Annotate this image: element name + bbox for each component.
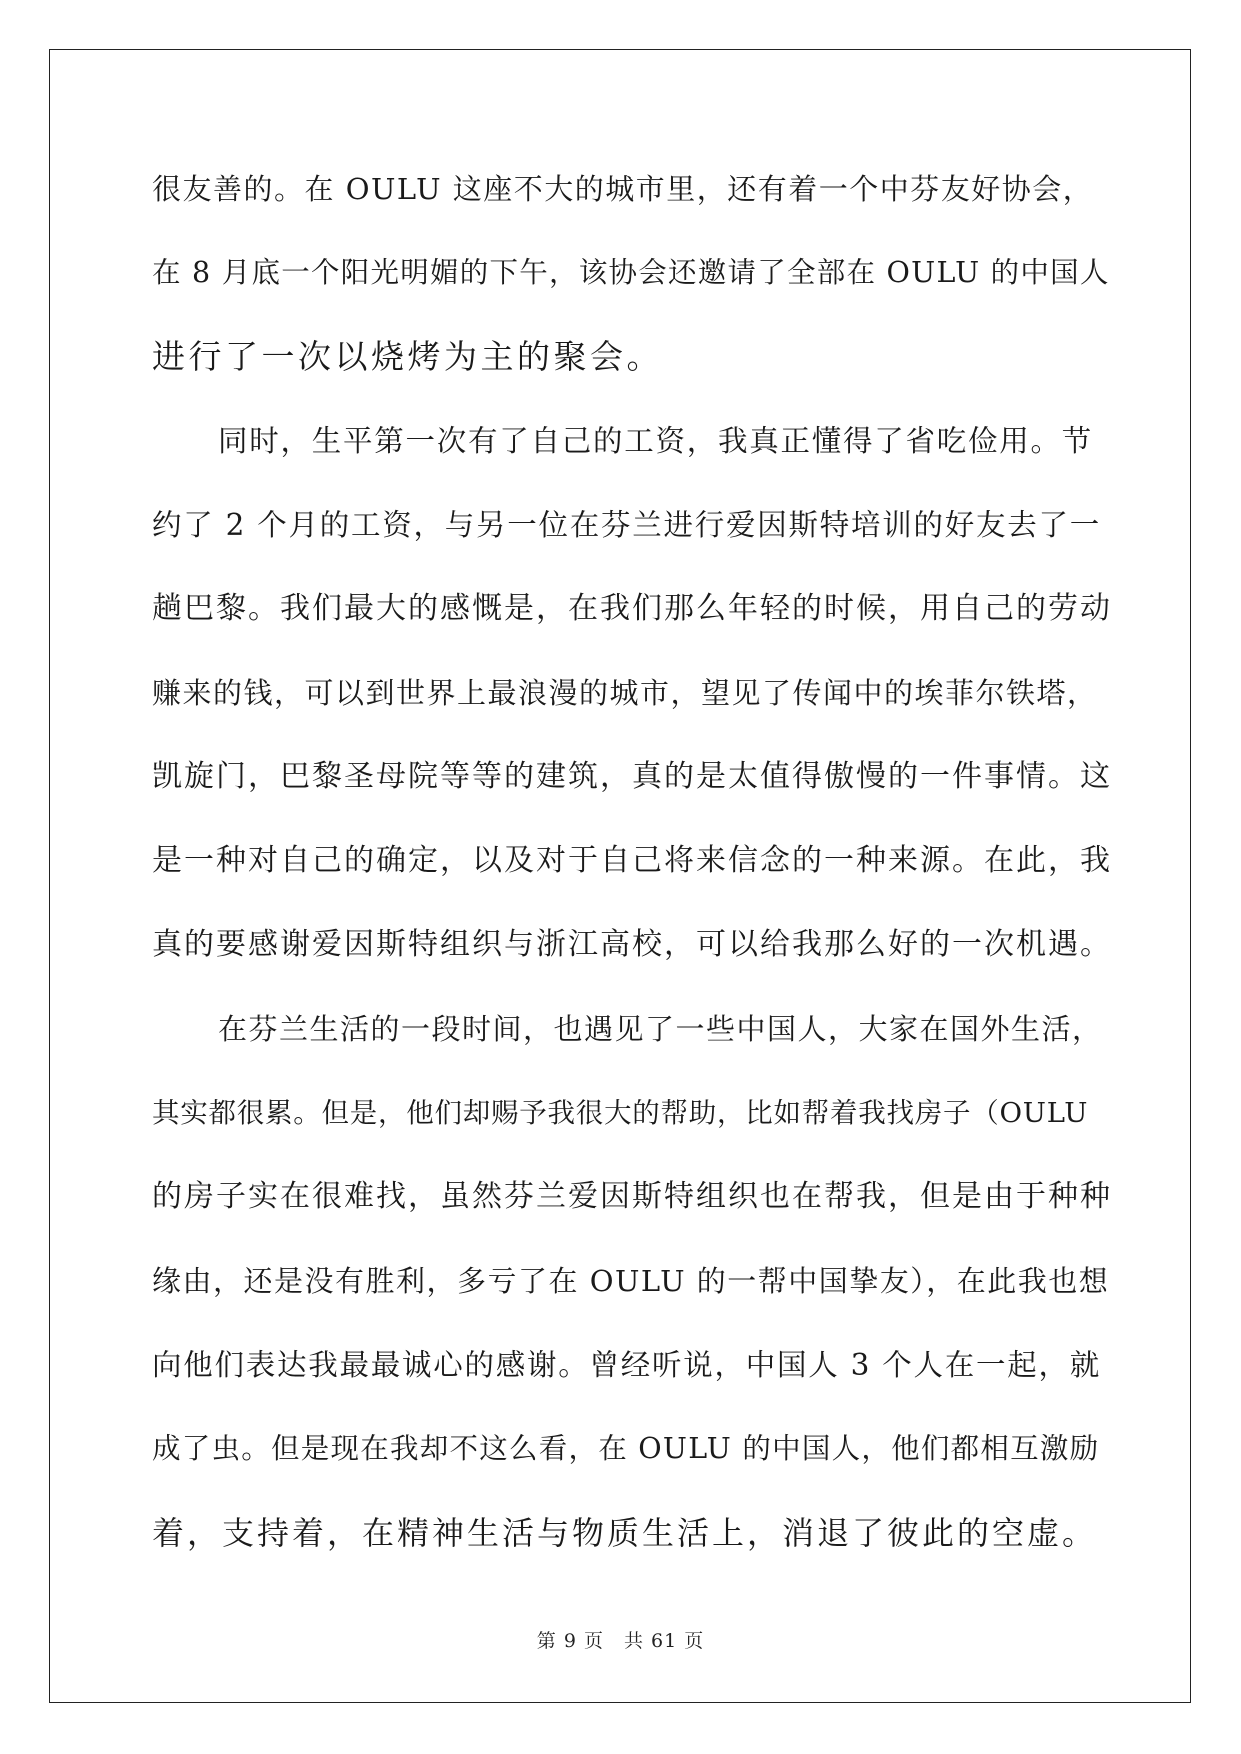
text-line: 真的要感谢爱因斯特组织与浙江高校，可以给我那么好的一次机遇。 xyxy=(152,927,1112,962)
page-total: 共 61 页 xyxy=(623,1630,705,1652)
text-line: 着，支持着，在精神生活与物质生活上，消退了彼此的空虚。 xyxy=(152,1514,1098,1552)
page-current: 第 9 页 xyxy=(536,1630,604,1652)
text-line: 凯旋门，巴黎圣母院等等的建筑，真的是太值得傲慢的一件事情。这 xyxy=(152,759,1112,794)
text-line: 是一种对自己的确定，以及对于自己将来信念的一种来源。在此，我 xyxy=(152,843,1112,878)
text-line: 很友善的。在 OULU 这座不大的城市里，还有着一个中芬友好协会， xyxy=(152,172,1094,206)
text-line: 进行了一次以烧烤为主的聚会。 xyxy=(152,337,663,376)
paragraph-start-line: 在芬兰生活的一段时间，也遇见了一些中国人，大家在国外生活， xyxy=(218,1012,1103,1046)
text-line: 在 8 月底一个阳光明媚的下午，该协会还邀请了全部在 OULU 的中国人 xyxy=(152,256,1110,289)
text-line: 赚来的钱，可以到世界上最浪漫的城市，望见了传闻中的埃菲尔铁塔， xyxy=(152,676,1098,710)
text-line: 缘由，还是没有胜利，多亏了在 OULU 的一帮中国挚友），在此我也想 xyxy=(152,1264,1110,1298)
text-line: 向他们表达我最最诚心的感谢。曾经听说，中国人 3 个人在一起，就 xyxy=(152,1348,1102,1382)
text-line: 的房子实在很难找，虽然芬兰爱因斯特组织也在帮我，但是由于种种 xyxy=(152,1179,1112,1214)
document-body xyxy=(152,156,1112,1584)
text-line: 其实都很累。但是，他们却赐予我很大的帮助，比如帮着我找房子（OULU xyxy=(152,1097,1089,1129)
text-line: 成了虫。但是现在我却不这么看，在 OULU 的中国人，他们都相互激励 xyxy=(152,1432,1100,1465)
page-footer xyxy=(0,1626,1241,1653)
text-line: 趟巴黎。我们最大的感慨是，在我们那么年轻的时候，用自己的劳动 xyxy=(152,591,1112,626)
paragraph-start-line: 同时，生平第一次有了自己的工资，我真正懂得了省吃俭用。节 xyxy=(218,424,1094,458)
text-line: 约了 2 个月的工资，与另一位在芬兰进行爱因斯特培训的好友去了一 xyxy=(152,508,1102,542)
